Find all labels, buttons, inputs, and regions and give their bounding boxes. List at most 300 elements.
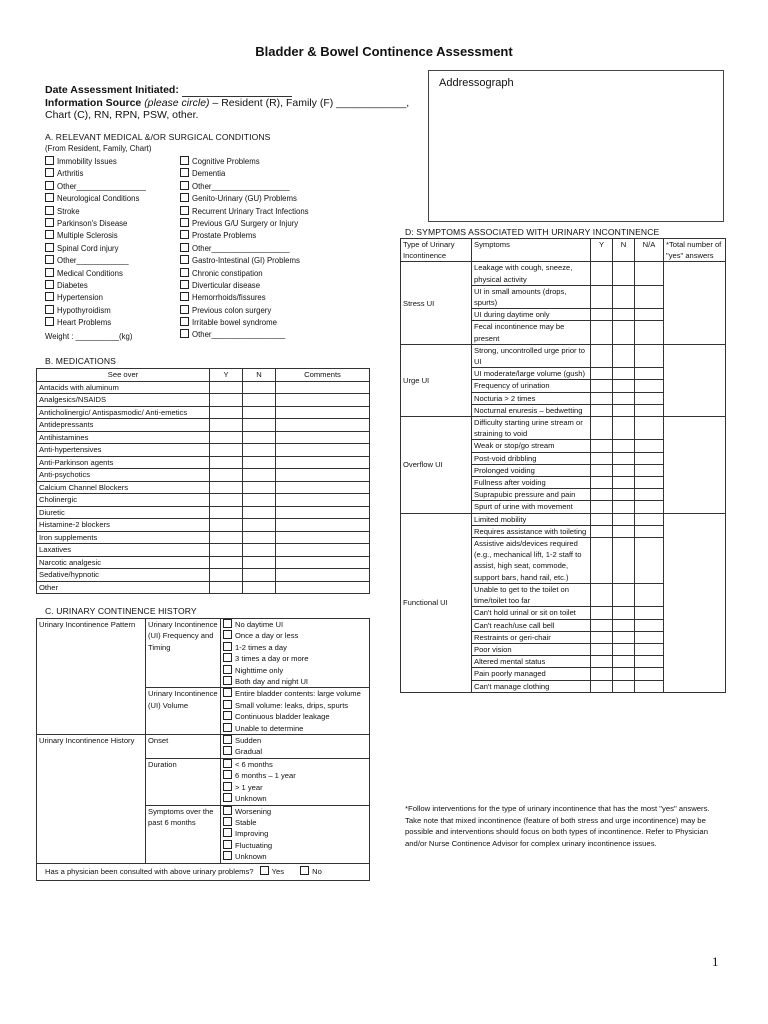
checkbox[interactable] <box>180 156 189 165</box>
symptom-y-cell[interactable] <box>591 392 613 404</box>
checkbox-label: Recurrent Urinary Tract Infections <box>192 206 309 216</box>
checkbox[interactable] <box>223 817 232 826</box>
history-option[interactable] <box>223 851 367 862</box>
checkbox[interactable] <box>45 206 54 215</box>
symptom-na-cell[interactable] <box>635 309 664 321</box>
med-comments-cell[interactable] <box>276 419 370 432</box>
symptom-na-cell[interactable] <box>635 440 664 452</box>
symptom-n-cell[interactable] <box>613 680 635 692</box>
symptom-na-cell[interactable] <box>635 404 664 416</box>
checkbox[interactable] <box>223 851 232 860</box>
checkbox[interactable] <box>180 218 189 227</box>
symptom-n-cell[interactable] <box>613 368 635 380</box>
med-y-cell[interactable] <box>210 394 243 407</box>
med-y-cell[interactable] <box>210 444 243 457</box>
condition-item[interactable] <box>180 168 309 180</box>
condition-item[interactable] <box>180 317 309 329</box>
checkbox[interactable] <box>45 218 54 227</box>
checkbox[interactable] <box>223 840 232 849</box>
symptom-text: Restraints or geri-chair <box>472 631 591 643</box>
checkbox[interactable] <box>180 193 189 202</box>
symptoms-options <box>221 805 370 863</box>
med-comments-cell[interactable] <box>276 469 370 482</box>
med-n-cell[interactable] <box>243 406 276 419</box>
symptom-n-cell[interactable] <box>613 392 635 404</box>
symptom-n-cell[interactable] <box>613 619 635 631</box>
symptom-n-cell[interactable] <box>613 464 635 476</box>
symptom-y-cell[interactable] <box>591 344 613 367</box>
med-n-cell[interactable] <box>243 444 276 457</box>
med-comments-cell[interactable] <box>276 456 370 469</box>
symptom-y-cell[interactable] <box>591 452 613 464</box>
symptom-na-cell[interactable] <box>635 619 664 631</box>
symptom-na-cell[interactable] <box>635 464 664 476</box>
physician-no-checkbox[interactable] <box>300 866 309 875</box>
med-n-cell[interactable] <box>243 481 276 494</box>
checkbox[interactable] <box>180 181 189 190</box>
history-option[interactable] <box>223 840 367 851</box>
med-comments-cell[interactable] <box>276 544 370 557</box>
checkbox[interactable] <box>223 630 232 639</box>
med-n-cell[interactable] <box>243 556 276 569</box>
checkbox[interactable] <box>223 676 232 685</box>
med-y-cell[interactable] <box>210 519 243 532</box>
symptom-na-cell[interactable] <box>635 392 664 404</box>
checkbox[interactable] <box>223 759 232 768</box>
checkbox[interactable] <box>180 243 189 252</box>
med-comments-cell[interactable] <box>276 581 370 594</box>
addressograph-box[interactable] <box>428 70 724 222</box>
condition-item[interactable] <box>45 156 146 168</box>
total-yes-cell[interactable] <box>664 417 726 514</box>
history-option[interactable] <box>223 746 367 757</box>
symptom-y-cell[interactable] <box>591 262 613 285</box>
symptom-na-cell[interactable] <box>635 656 664 668</box>
medication-name: Anti-hypertensives <box>37 444 210 457</box>
checkbox[interactable] <box>223 665 232 674</box>
checkbox[interactable] <box>45 193 54 202</box>
symptom-y-cell[interactable] <box>591 643 613 655</box>
symptom-n-cell[interactable] <box>613 477 635 489</box>
med-y-cell[interactable] <box>210 406 243 419</box>
checkbox-label: Heart Problems <box>57 318 112 328</box>
med-y-cell[interactable] <box>210 469 243 482</box>
medication-row <box>37 569 370 582</box>
symptom-na-cell[interactable] <box>635 668 664 680</box>
condition-item[interactable] <box>180 243 309 255</box>
symptom-y-cell[interactable] <box>591 656 613 668</box>
checkbox[interactable] <box>45 305 54 314</box>
duration-label: Duration <box>146 758 221 805</box>
med-y-cell[interactable] <box>210 531 243 544</box>
checkbox-label: Stable <box>235 817 257 827</box>
med-comments-cell[interactable] <box>276 381 370 394</box>
symptom-n-cell[interactable] <box>613 631 635 643</box>
med-comments-cell[interactable] <box>276 444 370 457</box>
symptom-na-cell[interactable] <box>635 489 664 501</box>
symptom-n-cell[interactable] <box>613 285 635 308</box>
history-option[interactable] <box>223 735 367 746</box>
checkbox-label: < 6 months <box>235 759 273 769</box>
symptom-na-cell[interactable] <box>635 344 664 367</box>
symptom-row <box>401 262 726 285</box>
symptom-y-cell[interactable] <box>591 583 613 606</box>
symptom-y-cell[interactable] <box>591 631 613 643</box>
checkbox[interactable] <box>180 280 189 289</box>
condition-item[interactable] <box>45 243 146 255</box>
med-comments-cell[interactable] <box>276 556 370 569</box>
checkbox-label: Other_________________ <box>192 330 286 340</box>
checkbox-label: Continuous bladder leakage <box>235 712 330 722</box>
history-option[interactable] <box>223 711 367 722</box>
symptom-na-cell[interactable] <box>635 417 664 440</box>
checkbox[interactable] <box>223 806 232 815</box>
checkbox[interactable] <box>223 770 232 779</box>
med-n-cell[interactable] <box>243 569 276 582</box>
symptom-n-cell[interactable] <box>613 513 635 525</box>
symptom-y-cell[interactable] <box>591 309 613 321</box>
symptom-n-cell[interactable] <box>613 404 635 416</box>
total-yes-cell[interactable] <box>664 344 726 416</box>
medication-name: Antidepressants <box>37 419 210 432</box>
med-comments-cell[interactable] <box>276 406 370 419</box>
symptom-y-cell[interactable] <box>591 607 613 619</box>
symptom-n-cell[interactable] <box>613 309 635 321</box>
med-header-y: Y <box>210 369 243 382</box>
med-n-cell[interactable] <box>243 456 276 469</box>
checkbox[interactable] <box>223 619 232 628</box>
med-n-cell[interactable] <box>243 544 276 557</box>
condition-item[interactable] <box>180 206 309 218</box>
checkbox[interactable] <box>45 292 54 301</box>
incontinence-type: Overflow UI <box>401 417 472 514</box>
med-n-cell[interactable] <box>243 531 276 544</box>
symptom-y-cell[interactable] <box>591 417 613 440</box>
symptom-y-cell[interactable] <box>591 489 613 501</box>
medication-name: Anti-Parkinson agents <box>37 456 210 469</box>
symptom-text: Fullness after voiding <box>472 477 591 489</box>
symptom-n-cell[interactable] <box>613 489 635 501</box>
symptom-text: Weak or stop/go stream <box>472 440 591 452</box>
med-n-cell[interactable] <box>243 494 276 507</box>
symptom-y-cell[interactable] <box>591 538 613 584</box>
checkbox-label: Dementia <box>192 169 226 179</box>
symptom-n-cell[interactable] <box>613 344 635 367</box>
checkbox[interactable] <box>223 723 232 732</box>
checkbox[interactable] <box>180 317 189 326</box>
symptom-y-cell[interactable] <box>591 464 613 476</box>
checkbox[interactable] <box>180 168 189 177</box>
medication-name: Histamine-2 blockers <box>37 519 210 532</box>
checkbox[interactable] <box>180 230 189 239</box>
checkbox-label: Diverticular disease <box>192 280 261 290</box>
condition-item[interactable] <box>180 280 309 292</box>
checkbox[interactable] <box>45 181 54 190</box>
medication-name: Narcotic analgesic <box>37 556 210 569</box>
checkbox-label: Parkinson's Disease <box>57 218 128 228</box>
checkbox[interactable] <box>180 255 189 264</box>
history-option[interactable] <box>223 759 367 770</box>
symptom-n-cell[interactable] <box>613 452 635 464</box>
medication-name: Calcium Channel Blockers <box>37 481 210 494</box>
med-comments-cell[interactable] <box>276 431 370 444</box>
checkbox[interactable] <box>223 688 232 697</box>
history-option[interactable] <box>223 676 367 687</box>
symptom-n-cell[interactable] <box>613 643 635 655</box>
history-option[interactable] <box>223 700 367 711</box>
med-y-cell[interactable] <box>210 544 243 557</box>
history-option[interactable] <box>223 723 367 734</box>
checkbox[interactable] <box>45 255 54 264</box>
symptom-y-cell[interactable] <box>591 380 613 392</box>
symptom-na-cell[interactable] <box>635 643 664 655</box>
med-y-cell[interactable] <box>210 456 243 469</box>
symptom-y-cell[interactable] <box>591 321 613 344</box>
med-comments-cell[interactable] <box>276 394 370 407</box>
med-y-cell[interactable] <box>210 581 243 594</box>
condition-item[interactable] <box>180 268 309 280</box>
checkbox-label: Unable to determine <box>235 723 304 733</box>
weight-field[interactable]: Weight : __________(kg) <box>45 332 133 341</box>
condition-item[interactable] <box>180 329 309 341</box>
med-comments-cell[interactable] <box>276 531 370 544</box>
medication-row <box>37 394 370 407</box>
symptom-y-cell[interactable] <box>591 368 613 380</box>
sym-header-symptoms: Symptoms <box>472 239 591 262</box>
symptom-text: Suprapubic pressure and pain <box>472 489 591 501</box>
page-title: Bladder & Bowel Continence Assessment <box>255 44 513 59</box>
total-yes-cell[interactable] <box>664 513 726 692</box>
symptom-n-cell[interactable] <box>613 417 635 440</box>
condition-item[interactable] <box>180 218 309 230</box>
symptom-text: UI moderate/large volume (gush) <box>472 368 591 380</box>
symptom-na-cell[interactable] <box>635 262 664 285</box>
symptom-na-cell[interactable] <box>635 607 664 619</box>
checkbox-label: Chronic constipation <box>192 268 263 278</box>
med-comments-cell[interactable] <box>276 569 370 582</box>
checkbox[interactable] <box>180 292 189 301</box>
checkbox[interactable] <box>45 168 54 177</box>
condition-item[interactable] <box>180 181 309 193</box>
symptom-n-cell[interactable] <box>613 668 635 680</box>
med-n-cell[interactable] <box>243 419 276 432</box>
checkbox[interactable] <box>45 230 54 239</box>
symptom-y-cell[interactable] <box>591 440 613 452</box>
symptom-n-cell[interactable] <box>613 656 635 668</box>
symptom-text: Nocturnal enuresis – bedwetting <box>472 404 591 416</box>
symptom-n-cell[interactable] <box>613 380 635 392</box>
symptom-na-cell[interactable] <box>635 583 664 606</box>
history-option[interactable] <box>223 782 367 793</box>
symptom-y-cell[interactable] <box>591 680 613 692</box>
section-d-heading: D: SYMPTOMS ASSOCIATED WITH URINARY INCONTINENCE <box>405 227 660 237</box>
condition-item[interactable] <box>45 230 146 242</box>
source-hint: (please circle) <box>144 97 210 109</box>
symptom-n-cell[interactable] <box>613 583 635 606</box>
med-y-cell[interactable] <box>210 494 243 507</box>
condition-item[interactable] <box>45 181 146 193</box>
med-y-cell[interactable] <box>210 569 243 582</box>
med-comments-cell[interactable] <box>276 506 370 519</box>
symptom-y-cell[interactable] <box>591 404 613 416</box>
checkbox[interactable] <box>45 156 54 165</box>
med-header-see-over: See over <box>37 369 210 382</box>
checkbox[interactable] <box>223 700 232 709</box>
incontinence-type: Urge UI <box>401 344 472 416</box>
symptom-na-cell[interactable] <box>635 368 664 380</box>
med-comments-cell[interactable] <box>276 481 370 494</box>
condition-item[interactable] <box>45 206 146 218</box>
history-option[interactable] <box>223 665 367 676</box>
condition-item[interactable] <box>45 255 146 267</box>
physician-yes-label: Yes <box>271 866 285 876</box>
symptom-na-cell[interactable] <box>635 525 664 537</box>
symptom-n-cell[interactable] <box>613 321 635 344</box>
history-option[interactable] <box>223 817 367 828</box>
checkbox[interactable] <box>180 268 189 277</box>
total-yes-cell[interactable] <box>664 262 726 344</box>
history-option[interactable] <box>223 619 367 630</box>
symptom-row <box>401 417 726 440</box>
symptom-na-cell[interactable] <box>635 513 664 525</box>
symptom-y-cell[interactable] <box>591 513 613 525</box>
med-n-cell[interactable] <box>243 581 276 594</box>
checkbox[interactable] <box>180 305 189 314</box>
history-option[interactable] <box>223 630 367 641</box>
symptom-y-cell[interactable] <box>591 668 613 680</box>
med-y-cell[interactable] <box>210 506 243 519</box>
checkbox[interactable] <box>223 735 232 744</box>
condition-item[interactable] <box>180 156 309 168</box>
history-option[interactable] <box>223 653 367 664</box>
history-option[interactable] <box>223 770 367 781</box>
med-n-cell[interactable] <box>243 506 276 519</box>
history-option[interactable] <box>223 828 367 839</box>
condition-item[interactable] <box>180 193 309 205</box>
medication-name: Other <box>37 581 210 594</box>
med-comments-cell[interactable] <box>276 519 370 532</box>
symptom-text: Assistive aids/devices required (e.g., mechanical lift, 1-2 staff to assist, high seat, commode, support bars, hand rail, etc.) <box>472 538 591 584</box>
condition-item[interactable] <box>180 292 309 304</box>
checkbox-label: Arthritis <box>57 169 84 179</box>
med-y-cell[interactable] <box>210 431 243 444</box>
checkbox-label: > 1 year <box>235 782 263 792</box>
symptom-n-cell[interactable] <box>613 262 635 285</box>
symptom-y-cell[interactable] <box>591 501 613 513</box>
condition-item[interactable] <box>45 193 146 205</box>
medication-name: Analgesics/NSAIDS <box>37 394 210 407</box>
symptom-n-cell[interactable] <box>613 501 635 513</box>
condition-item[interactable] <box>45 280 146 292</box>
checkbox[interactable] <box>223 746 232 755</box>
condition-item[interactable] <box>180 305 309 317</box>
checkbox-label: No daytime UI <box>235 620 284 629</box>
med-y-cell[interactable] <box>210 381 243 394</box>
med-y-cell[interactable] <box>210 481 243 494</box>
med-n-cell[interactable] <box>243 431 276 444</box>
physician-yes-checkbox[interactable] <box>260 866 269 875</box>
checkbox[interactable] <box>45 243 54 252</box>
med-n-cell[interactable] <box>243 469 276 482</box>
history-option[interactable] <box>223 806 367 817</box>
symptom-na-cell[interactable] <box>635 380 664 392</box>
med-y-cell[interactable] <box>210 556 243 569</box>
checkbox-label: Worsening <box>235 806 272 816</box>
symptom-na-cell[interactable] <box>635 321 664 344</box>
checkbox[interactable] <box>45 268 54 277</box>
condition-item[interactable] <box>45 268 146 280</box>
checkbox[interactable] <box>223 642 232 651</box>
checkbox[interactable] <box>223 711 232 720</box>
symptom-na-cell[interactable] <box>635 631 664 643</box>
symptom-na-cell[interactable] <box>635 538 664 584</box>
symptom-na-cell[interactable] <box>635 285 664 308</box>
condition-item[interactable] <box>180 230 309 242</box>
condition-item[interactable] <box>45 317 146 329</box>
checkbox[interactable] <box>223 828 232 837</box>
source-options-2[interactable]: Chart (C), RN, RPN, PSW, other. <box>45 109 199 121</box>
med-y-cell[interactable] <box>210 419 243 432</box>
checkbox-label: Other__________________ <box>192 181 290 191</box>
symptom-n-cell[interactable] <box>613 538 635 584</box>
medication-name: Iron supplements <box>37 531 210 544</box>
condition-item[interactable] <box>45 292 146 304</box>
symptom-y-cell[interactable] <box>591 285 613 308</box>
checkbox[interactable] <box>223 782 232 791</box>
symptom-na-cell[interactable] <box>635 501 664 513</box>
symptom-y-cell[interactable] <box>591 525 613 537</box>
symptom-n-cell[interactable] <box>613 607 635 619</box>
symptom-n-cell[interactable] <box>613 440 635 452</box>
checkbox-label: Multiple Sclerosis <box>57 231 118 241</box>
condition-item[interactable] <box>45 218 146 230</box>
condition-item[interactable] <box>45 305 146 317</box>
condition-item[interactable] <box>45 168 146 180</box>
history-option[interactable] <box>223 793 367 804</box>
med-n-cell[interactable] <box>243 394 276 407</box>
med-comments-cell[interactable] <box>276 494 370 507</box>
medication-name: Diuretic <box>37 506 210 519</box>
checkbox[interactable] <box>180 206 189 215</box>
history-option[interactable] <box>223 642 367 653</box>
history-option[interactable] <box>223 688 367 699</box>
condition-item[interactable] <box>180 255 309 267</box>
checkbox-label: Neurological Conditions <box>57 194 140 204</box>
symptom-n-cell[interactable] <box>613 525 635 537</box>
checkbox-label: Genito-Urinary (GU) Problems <box>192 194 297 204</box>
checkbox[interactable] <box>180 329 189 338</box>
checkbox[interactable] <box>223 793 232 802</box>
symptom-row <box>401 513 726 525</box>
med-n-cell[interactable] <box>243 381 276 394</box>
symptom-na-cell[interactable] <box>635 452 664 464</box>
symptom-y-cell[interactable] <box>591 477 613 489</box>
symptom-y-cell[interactable] <box>591 619 613 631</box>
medication-row <box>37 381 370 394</box>
symptom-na-cell[interactable] <box>635 477 664 489</box>
medication-row <box>37 581 370 594</box>
date-field[interactable] <box>182 84 292 97</box>
source-options-1[interactable]: – Resident (R), Family (F) ____________, <box>209 97 410 109</box>
checkbox[interactable] <box>45 280 54 289</box>
checkbox[interactable] <box>45 317 54 326</box>
symptom-na-cell[interactable] <box>635 680 664 692</box>
symptom-text: Can't manage clothing <box>472 680 591 692</box>
checkbox[interactable] <box>223 653 232 662</box>
med-n-cell[interactable] <box>243 519 276 532</box>
frequency-options <box>221 619 370 688</box>
section-d-footnote: *Follow interventions for the type of urinary incontinence that has the most "yes" answers. Take note that mixed incontinence (feature of both stress and urge incontinence) may be possible and interventions should focus on both types of incontinence. Refer to Physician and/or Nurse Continence Advisor for complex urinary incontinence issues. <box>405 804 710 848</box>
